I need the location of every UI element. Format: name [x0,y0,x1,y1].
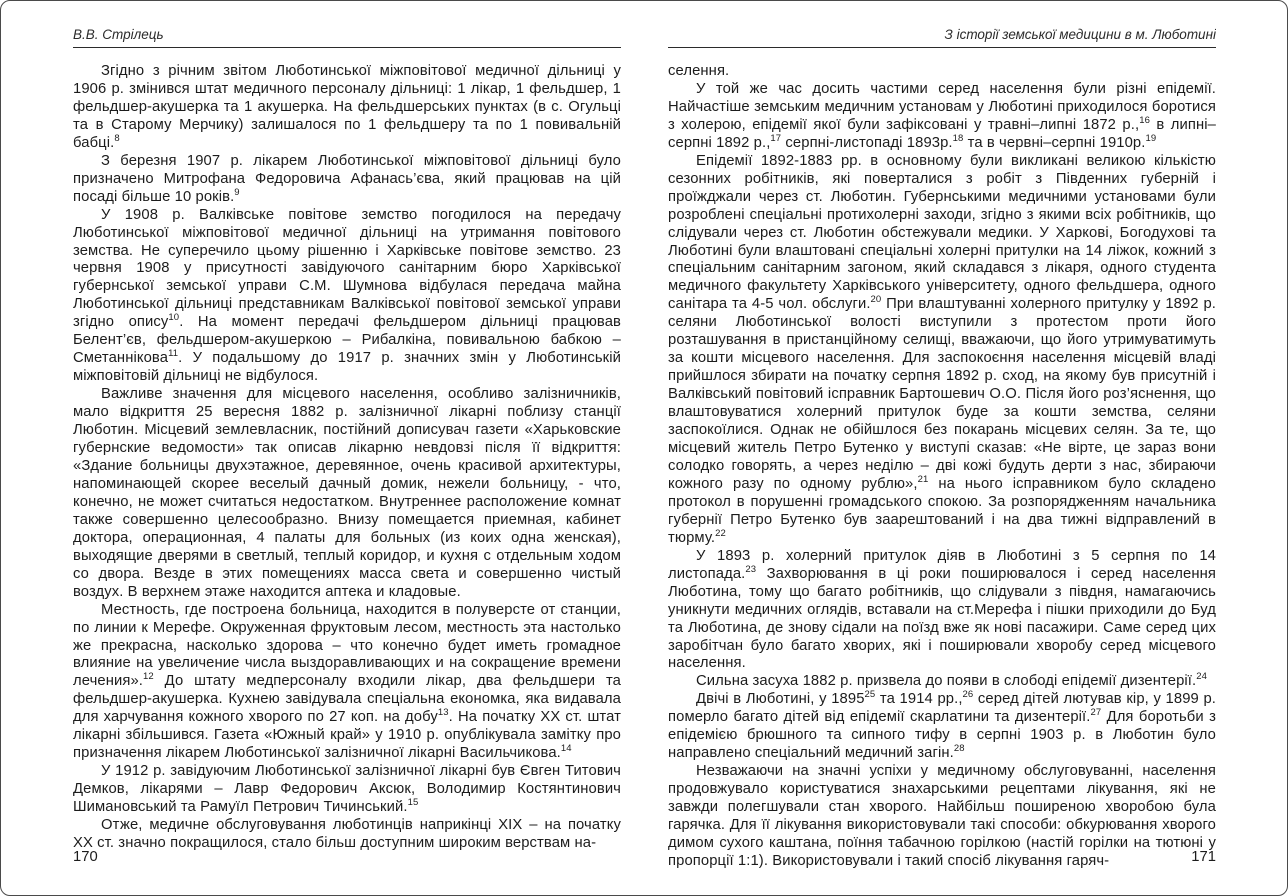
footnote-ref: 11 [168,348,179,360]
footnote-ref: 24 [1196,671,1207,683]
article-title: З історії земської медицини в м. Люботині [944,27,1216,42]
page-number-left: 170 [73,849,98,865]
footnote-ref: 25 [864,689,876,701]
paragraph: Незважаючи на значні успіхи у медичному обслуговуванні, населення продовжувало користуватися знахарськими рецептами лікування, які не завжди полегшували стан хворого. Найбільш поширеною хворобою була гарячка. Для її лікування використовували такі способи: обкурювання хворого димом сухого каштана, поїння табачною горілкою (настій горілки на тютюні у пропорції 1:1). Використовували і такий спосіб лікування гаряч- [668,763,1216,869]
footnote-ref: 13 [437,707,449,719]
footnote-ref: 8 [114,132,120,144]
page-right-text [668,63,1216,871]
paragraph: Сильна засуха 1882 р. призвела до появи в слободі епідемії дизентерії.$^{24}$ [696,671,1207,690]
paragraph: Важливе значення для місцевого населення, особливо залізничників, мало відкриття 25 вересня 1882 р. залізничної лікарні поблизу станції Люботин. Місцевий землевласник, постійний дописувач газети «Харьковские губернские ведомости» так описав лікарню невдовзі після її відкриття: «Здание больницы двухэтажное, деревянное, очень красивой архитектуры, напоминающей скорее веселый дачный домик, нежели больницу, - что, конечно, не может считаться недостатком. Внутреннее расположение комнат также совершенно целесообразно. Внизу помещается приемная, кабинет доктора, операционная, 4 палаты для больных (из коих одна женская), выходящие дверями в светлый, теплый коридор, и кухня с отдельным ходом со двора. Везде в этих помещениях масса света и совершенно чистый воздух. В верхнем этаже находится аптека и кладовые. [73,386,621,600]
footnote-ref: 17 [770,132,782,144]
paragraph: Епідемії 1892-1883 рр. в основному були викликані великою кількістю сезонних робітників, які поверталися з робіт з Південних губерній і проїжджали через ст. Люботин. Губернськими медичними установами були розроблені спеціальні протихолерні заходи, згідно з якими всіх робітників, що слідували через ст. Люботин обстежували медики. У Харкові, Богодухові та Люботині були влаштовані спеціальні холерні притулки на 14 ліжок, кожний з спеціальним санітарним загоном, який складався з лікаря, одного студента медичного факультету Харківського університету, одного фельдшера, одного санітара та 4-5 чол. обслуги.$^{20}$ При влаштуванні холерного притулку у 1892 р. селяни Люботинської волості виступили з протестом проти його розташування в пристанційному селищі, вважаючи, що його утримуватимуть за кошти місцевого населення. Для заспокоєння населення місцевій владі прийшлося збирати на початку серпня 1892 р. сход, на якому був присутній і Валківський повітовий ісправник Бартошевич О.О. Після його роз’яснення, що влаштовуватися холерний притулок буде за кошти земства, селяни заспокоїлися. Однак не обійшлося без покарань місцевих селян. За те, що місцевий житель Петро Бутенко у виступі сказав: «Не вірте, це зараз вони солодко говорять, а через неділю – дві кожі будуть дерти з нас, збираючи кожного разу по одному рублю»,$^{21}$ на нього ісправником було складено протокол в порушенні громадського спокою. За розпорядженням начальника губернії Петро Бутенко був заарештований і на два тижні відправлений в тюрму.$^{22}$ [668,152,1217,546]
footnote-ref: 18 [952,132,964,144]
paragraph: Отже, медичне обслуговування люботинців наприкінці XIX – на початку XX ст. значно покращилося, стало більш доступним широким верствам на- [73,817,621,851]
footnote-ref: 19 [1145,132,1157,144]
footnote-ref: 9 [234,186,240,198]
footnote-ref: 28 [953,743,965,755]
page-left-text [73,63,621,853]
author-name: В.В. Стрілець [73,27,164,42]
footnote-ref: 14 [560,743,572,755]
running-header-author [73,27,621,48]
footnote-ref: 21 [917,474,929,485]
footnote-ref: 22 [715,527,726,539]
footnote-ref: 20 [870,294,882,306]
paragraph: Местность, где построена больница, находится в полуверсте от станции, по линии к Мерефе. Окруженная фруктовым лесом, местность эта настолько же прекрасна, насколько здорова – что конечно будет иметь громадное влияние на увеличение числа выздоравливающих и на сокращение времени лечения».$^{12}$ До штату медперсоналу входили лікар, два фельдшери та фельдшер-акушерка. Кухнею завідувала спеціальна економка, яка видавала для харчування кожного хворого по 27 коп. на добу$^{13}$. На початку XX ст. штат лікарні збільшився. Газета «Южный край» у 1910 р. опублікувала замітку про призначення лікарем Люботинської залізничної лікарні Васильчикова.$^{14}$ [73,601,622,762]
footnote-ref: 12 [143,671,154,683]
paragraph: У 1908 р. Валківське повітове земство погодилося на передачу Люботинської міжповітової медичної дільниці на утримання повітового земства. Не суперечило цьому рішенню і Харківське повітове земство. 23 червня 1908 у присутності завідуючого санітарним бюро Харківської губернської земської управи С.М. Шумнова відбулася передача майна Люботинської дільниці представникам Валківської повітової земської управи згідно опису$^{10}$. На момент передачі фельдшером дільниці працював Белент’єв, фельдшером-акушеркою – Рибалкіна, повивальною бабкою – Сметаннікова$^{11}$. У подальшому до 1917 р. значних змін у Люботинській міжповітовій дільниці не відбулося. [73,206,622,385]
footnote-ref: 23 [745,563,757,575]
paragraph: Згідно з річним звітом Люботинської міжповітової медичної дільниці у 1906 р. змінився штат медичного персоналу дільниці: 1 лікар, 1 фельдшер, 1 фельдшер-акушерка та 1 акушерка. На фельдшерських пунктах (в с. Огульці та в Старому Мерчику) залишалося по 1 фельдшеру та по 1 повивальній бабці.$^8$ [73,63,621,151]
page-right [668,1,1216,895]
footnote-ref: 10 [168,312,180,324]
paragraph: У 1893 р. холерний притулок діяв в Люботині з 5 серпня по 14 листопада.$^{23}$ Захворювання в ці роки поширювалося і серед населення Люботина, тому що багато робітників, що слідували з півдня, намагаючись уникнути медичних оглядів, вставали на ст.Мерефа і пішки приходили до Буд та Люботина, де знову сідали на поїзд вже як нові пасажири. Саме серед цих заробітчан було багато хворих, які і поширювали хворобу серед місцевого населення. [668,547,1216,672]
footnote-ref: 27 [1090,707,1102,719]
running-header-title [668,27,1216,48]
paragraph: У 1912 р. завідуючим Люботинської залізничної лікарні був Євген Титович Демков, лікарями – Лавр Федорович Аксюк, Володимир Костянтинович Шимановський та Рамуїл Петрович Тичинський.$^{15}$ [73,763,621,816]
footnote-ref: 16 [1139,114,1150,126]
paragraph: У той же час досить частими серед населення були різні епідемії. Найчастіше земським медичним установам у Люботині приходилося боротися з холерою, епідемії якої були зафіксовані у травні–липні 1872 р.,$^{16}$ в липні–серпні 1892 р.,$^{17}$ серпні-листопаді 1893р.$^{18}$ та в червні–серпні 1910р.$^{19}$ [668,80,1216,151]
paragraph: селення. [668,63,730,79]
footnote-ref: 15 [407,797,419,809]
paragraph: Двічі в Люботині, у 1895$^{25}$ та 1914 рр.,$^{26}$ серед дітей лютував кір, у 1899 р. померло багато дітей від епідемії скарлатини та дизентерії.$^{27}$ Для боротьби з епідемією брюшного та сипного тифу в серпні 1903 р. в Люботин було направлено спеціальний медичний загін.$^{28}$ [668,689,1216,762]
page-left [73,1,621,895]
page-number-right: 171 [1191,849,1216,865]
footnote-ref: 26 [962,689,974,701]
paragraph: З березня 1907 р. лікарем Люботинської міжповітової дільниці було призначено Митрофана Федоровича Афанась’єва, який працював на цій посаді більше 10 років.$^9$ [73,152,621,205]
